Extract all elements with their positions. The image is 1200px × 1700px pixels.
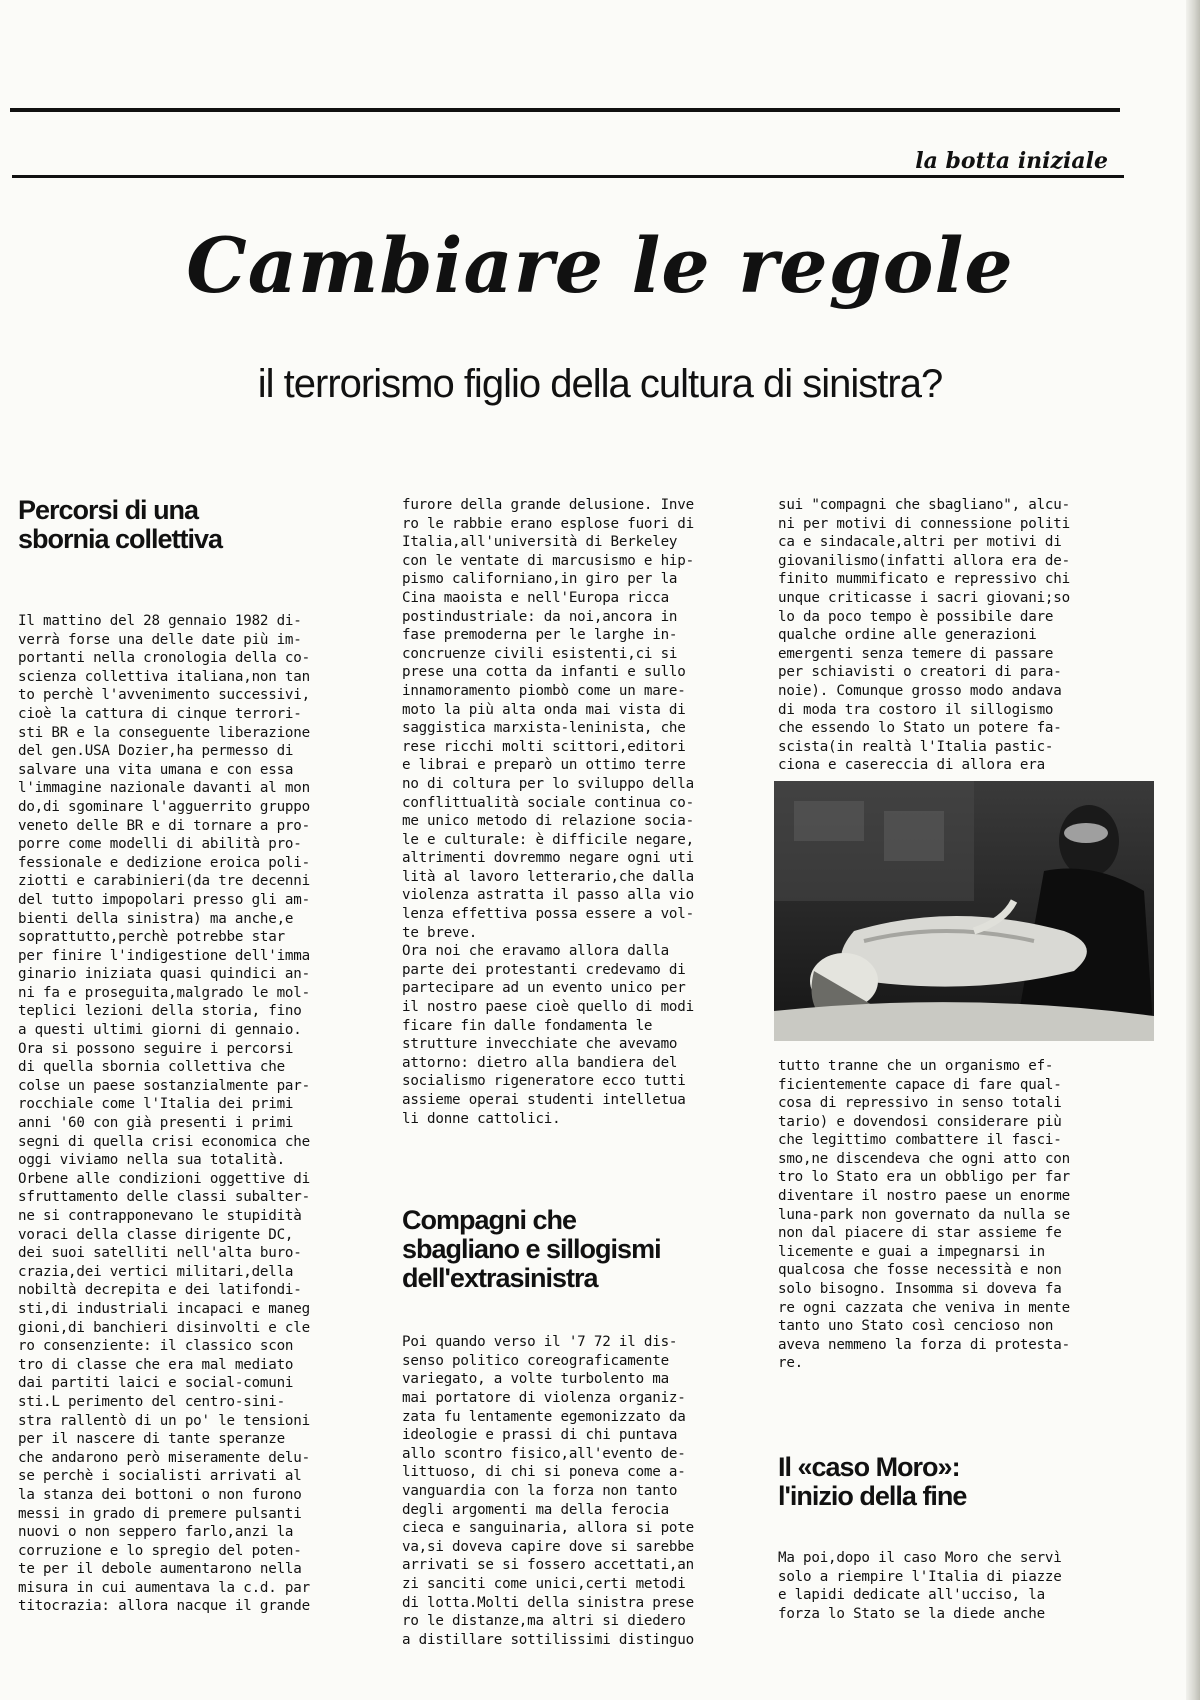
article-text-col3-mid: tutto tranne che un organismo ef- ficientemente capace di fare qual- cosa di repressivo in senso totali tario) e dovendosi considerare più che legittimo combattere il fasci- smo,ne discendeva che ogni atto con tro lo Stato era un obbligo per far diventare il nostro paese un enorme luna-park non governato da nulla se non dal piacere di star assieme fe licemente e guai a impegnarsi in qualcosa che fosse necessità e non solo bisogno. Insomma si doveva fa re ogni cazzata che veniva in mente tanto uno Stato così cencioso non aveva nemmeno la forza di protesta- re. bbox=[778, 1057, 1070, 1372]
section-label: la botta iniziale bbox=[915, 148, 1108, 174]
column-3 bbox=[778, 496, 1148, 1623]
page-title: Cambiare le regole bbox=[186, 221, 1014, 310]
page-subtitle: il terrorismo figlio della cultura di sinistra? bbox=[257, 362, 943, 406]
column-2 bbox=[402, 496, 772, 1649]
article-text-col2-top: furore della grande delusione. Inve ro le rabbie erano esplose fuori di Italia,all'università di Berkeley con le ventate di marcusismo e hip- pismo californiano,in giro per la Cina maoista e nell'Europa ricca postindustriale: da noi,ancora in fase premoderna per le larghe in- concruenze civili esistenti,ci si prese una cotta da infanti e sullo innamoramento piombò come un mare- moto la più alta onda mai vista di saggistica marxista-leninista, che rese ricchi molti scittori,editori e librai e preparò un ottimo terre no di coltura per lo sviluppo della conflittualità sociale continua co- me unico metodo di relazione socia- le e culturale: è difficile negare, altrimenti dovremmo negare ogni uti lità al lavoro letterario,che dalla violenza astratta il passo alla vio lenza effettiva possa essere a vol- te breve. Ora noi che eravamo allora dalla parte dei protestanti credevamo di partecipare ad un evento unico per il nostro paese cioè quello di modi ficare fin dalle fondamenta le strutture invecchiate che avevamo attorno: dietro alla bandiera del socialismo rigeneratore ecco tutti assieme operai studenti intelletua li donne cattolici. bbox=[402, 497, 694, 1127]
article-photo bbox=[774, 781, 1154, 1041]
top-rule bbox=[10, 108, 1120, 112]
photo-illustration bbox=[774, 781, 1154, 1041]
section-heading-compagni: Compagni che sbagliano e sillogismi dell'extrasinistra bbox=[402, 1205, 661, 1294]
article-text-col3-bottom: Ma poi,dopo il caso Moro che servì solo a riempire l'Italia di piazze e lapidi dedicate all'ucciso, la forza lo Stato se la diede anche bbox=[778, 1550, 1062, 1622]
article-text-col2-bottom: Poi quando verso il '7 72 il dis- senso politico coreograficamente variegato, a volte turbolento ma mai portatore di violenza organiz- zata fu lentamente egemonizzato da ideologie e prassi di chi puntava allo scontro fisico,all'evento de- littuoso, di chi si poneva come a- vanguardia con la forza non tanto degli argomenti ma della ferocia cieca e sanguinaria, allora si pote va,si doveva capire dove si sarebbe arrivati se si fossero accettati,an zi sanciti come unici,certi metodi di lotta.Molti della sinistra prese ro le distanze,ma altri si diedero a distillare sottilissimi distinguo bbox=[402, 1334, 694, 1648]
section-heading-caso-moro: Il «caso Moro»: l'inizio della fine bbox=[778, 1452, 967, 1511]
article-text-col1: Il mattino del 28 gennaio 1982 di- verrà forse una delle date più im- portanti nella cronologia della co- scienza collettiva italiana,non tan to perchè l'avvenimento successivi, cioè la cattura di cinque terrori- sti BR e la conseguente liberazione del gen.USA Dozier,ha permesso di salvare una vita umana e con essa l'immagine nazionale davanti al mon do,di sgominare l'agguerrito gruppo veneto delle BR e di tornare a pro- porre come modelli di abilità pro- fessionale e dedizione eroica poli- ziotti e carabinieri(da tre decenni del tutto impopolari presso gli am- bienti della sinistra) ma anche,e soprattutto,perchè potrebbe star per finire l'indigestione dell'imma ginario iniziata quasi quindici an- ni fa e proseguita,malgrado le mol- teplici lezioni della storia, fino a questi ultimi giorni di gennaio. Ora si possono seguire i percorsi di quella sbornia collettiva che colse un paese sostanzialmente par- rocchiale come l'Italia dei primi anni '60 con già presenti i primi segni di quella crisi economica che oggi viviamo nella sua totalità. Orbene alle condizioni oggettive di sfruttamento delle classi subalter- ne si contrapponevano le stupidità voraci della classe dirigente DC, dei suoi satelliti nell'alta buro- crazia,dei vertici militari,della nobiltà decrepita e dei latifondi- sti,di industriali incapaci e maneg gioni,di banchieri disinvolti e cle ro consenziente: il classico scon tro di classe che era mal mediato dai partiti laici e social-comuni sti.L perimento del centro-sini- stra rallentò di un po' le tensioni per il nascere di tante speranze che andarono però miseramente delu- se perchè i socialisti arrivati al la stanza dei bottoni o non furono messi in grado di premere pulsanti nuovi o non seppero farlo,anzi la corruzione e lo spregio del poten- te per il debole aumentarono nella misura in cui aumentava la c.d. par titocrazia: allora nacque il grande bbox=[18, 613, 310, 1615]
section-rule bbox=[12, 175, 1124, 178]
article-text-col3-top: sui "compagni che sbagliano", alcu- ni per motivi di connessione politi ca e sindacale,altri per motivi di giovanilismo(infatti allora era de- finito mummificato e repressivo chi unque criticasse i sacri giovani;so lo da poco tempo è possibile dare qualche ordine alle generazioni emergenti senza temere di passare per schiavisti o creatori di para- noie). Comunque grosso modo andava di moda tra costoro il sillogismo che essendo lo Stato un potere fa- scista(in realtà l'Italia pastic- ciona e casereccia di allora era bbox=[778, 497, 1070, 774]
section-heading-percorsi: Percorsi di una sbornia collettiva bbox=[18, 495, 223, 554]
column-1 bbox=[18, 496, 388, 1616]
